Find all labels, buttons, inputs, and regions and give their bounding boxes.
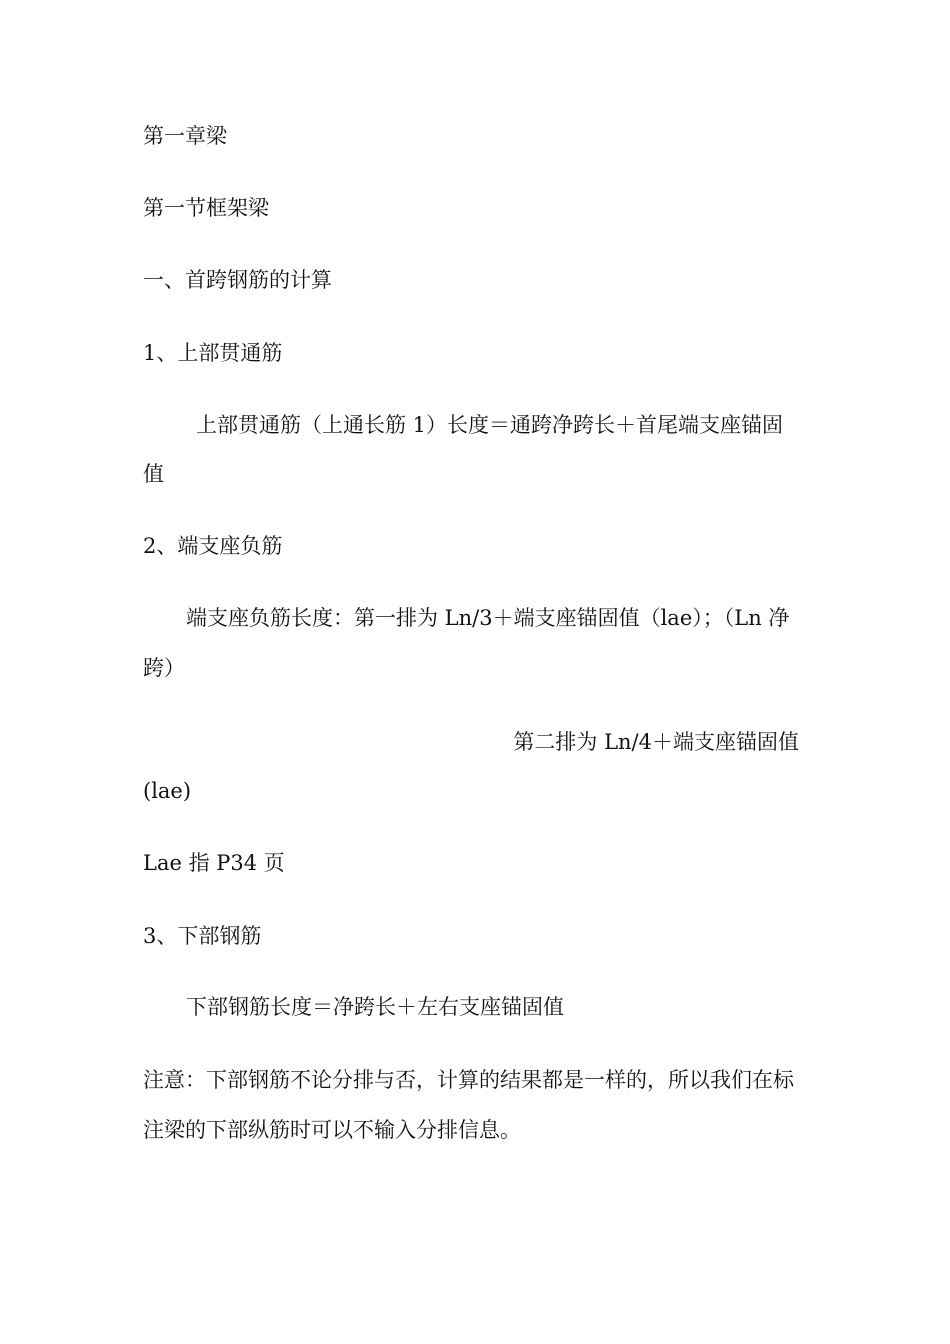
item3-paragraph: 下部钢筋长度＝净跨长＋左右支座锚固值 (186, 995, 564, 1019)
item1-heading: 1、上部贯通筋 (143, 341, 283, 365)
part1-heading: 一、首跨钢筋的计算 (143, 268, 332, 292)
item3-heading: 3、下部钢筋 (143, 924, 262, 948)
item2-heading: 2、端支座负筋 (143, 534, 283, 558)
lae-reference: Lae 指 P34 页 (143, 851, 285, 875)
note-line1: 注意：下部钢筋不论分排与否，计算的结果都是一样的，所以我们在标 (143, 1068, 794, 1092)
item2-paragraph-line4: (lae) (143, 779, 192, 803)
chapter-title: 第一章梁 (143, 124, 227, 148)
item1-paragraph-line1: 上部贯通筋（上通长筋 1）长度＝通跨净跨长＋首尾端支座锚固 (196, 413, 784, 437)
item1-paragraph-line2: 值 (143, 462, 164, 486)
item2-paragraph-line2: 跨） (143, 656, 185, 680)
note-line2: 注梁的下部纵筋时可以不输入分排信息。 (143, 1118, 521, 1142)
item2-paragraph-line3: 第二排为 Ln/4＋端支座锚固值 (513, 730, 799, 754)
section-title: 第一节框架梁 (143, 196, 269, 220)
item2-paragraph-line1: 端支座负筋长度：第一排为 Ln/3＋端支座锚固值（lae）；（Ln 净 (186, 606, 790, 630)
